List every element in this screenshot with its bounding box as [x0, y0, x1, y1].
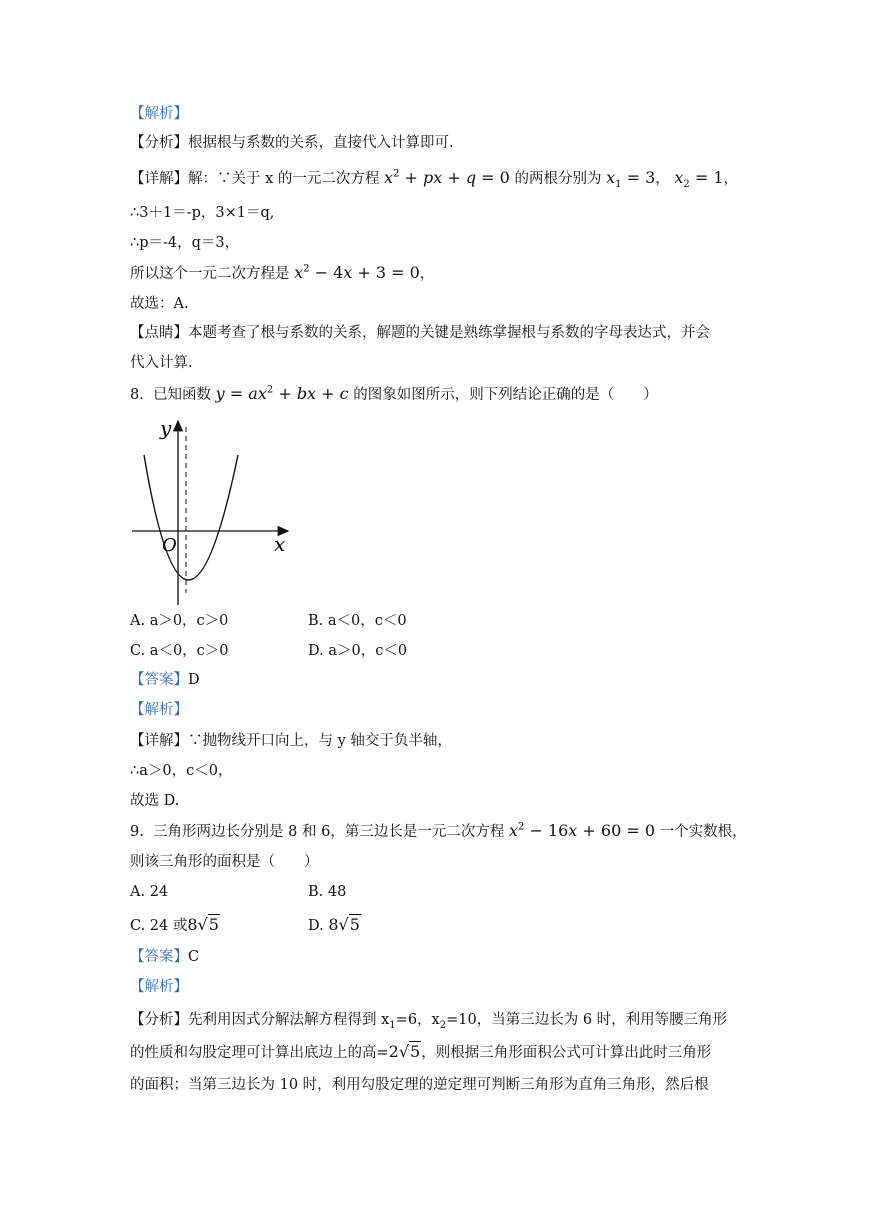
q9-option-a: A. 24	[130, 884, 169, 900]
q9-analysis-3: 的面积；当第三边长为 10 时，利用勾股定理的逆定理可判断三角形为直角三角形，然后根	[130, 1077, 709, 1093]
root-x2: $x_2 = 1$	[674, 168, 724, 191]
detail-tag: 【详解】	[130, 171, 188, 187]
q8-option-d: D. a＞0，c＜0	[308, 643, 408, 659]
detail-text-a: 解：∵关于 x 的一元二次方程	[188, 171, 385, 187]
q9-analysis-2	[130, 1042, 711, 1063]
question-number: 9.	[130, 824, 144, 840]
q8-option-c: C. a＜0，c＞0	[130, 643, 229, 659]
detail-text-b: 的两根分别为	[509, 171, 607, 187]
subscript-2: 2	[439, 1019, 447, 1031]
detail-line	[130, 168, 738, 189]
step-line-2: ∴p＝-4，q＝3，	[130, 235, 240, 251]
choice-line: 故选：A.	[130, 296, 189, 312]
answer-value: D	[188, 672, 200, 688]
q9-option-b: B. 48	[308, 884, 347, 900]
analysis-text-e: ，则根据三角形面积公式可计算出此时三角形	[421, 1045, 712, 1061]
equation-general: $x^2$ + px + q = 0	[384, 168, 510, 187]
q9-option-d	[308, 915, 361, 936]
q8-answer	[130, 670, 200, 690]
analysis-text-c: =10，当第三边长为 6 时，利用等腰三角形	[446, 1012, 728, 1028]
detail-text-c: ，	[655, 171, 670, 187]
option-c-radical: 8√5	[187, 915, 219, 934]
height-radical: 2√5	[388, 1042, 421, 1061]
answer-tag: 【答案】	[130, 672, 188, 688]
detail-text-d: ，	[723, 171, 739, 187]
option-c-text: C. 24 或	[130, 918, 188, 934]
question-text-b: 一个实数根，	[655, 824, 747, 840]
q8-choice: 故选 D.	[130, 793, 180, 809]
remark-tag: 【点睛】	[130, 325, 188, 341]
detail-text: ∵抛物线开口向上，与 y 轴交于负半轴，	[188, 733, 452, 749]
analysis-text-b: =6，x	[395, 1012, 440, 1028]
remark-line	[130, 323, 710, 343]
x-axis-label: x	[274, 532, 286, 556]
option-d-text: D.	[308, 918, 329, 934]
root-x1: $x_1 = 3$	[606, 168, 656, 191]
option-d-radical: 8√5	[328, 915, 360, 934]
answer-value: C	[188, 949, 200, 965]
question-text-a: 三角形两边长分别是 8 和 6，第三边长是一元二次方程	[153, 824, 509, 840]
analysis-tag: 【分析】	[130, 1012, 188, 1028]
conclusion-line	[130, 263, 434, 284]
q8-option-a: A. a＞0，c＞0	[130, 613, 229, 629]
function-equation: $y = ax^2$ + bx + c	[215, 384, 349, 403]
q9-option-c	[130, 915, 220, 936]
analysis-line	[130, 133, 454, 153]
step-line-1: ∴3＋1＝-p，3×1＝q,	[130, 205, 275, 221]
question-number: 8.	[130, 387, 144, 403]
origin-label: O	[162, 535, 177, 556]
q9-analysis	[130, 1010, 727, 1030]
analysis-text-a: 先利用因式分解法解方程得到 x	[188, 1012, 390, 1028]
analysis-tag: 【分析】	[130, 135, 188, 151]
q8-step: ∴a＞0，c＜0，	[130, 763, 233, 779]
analysis-text: 根据根与系数的关系，直接代入计算即可.	[188, 135, 454, 151]
equation-result: $x^2 - 4x + 3 = 0$	[294, 263, 420, 282]
answer-tag: 【答案】	[130, 949, 188, 965]
parabola-graph	[128, 415, 298, 610]
detail-tag: 【详解】	[130, 733, 188, 749]
remark-text: 本题考查了根与系数的关系，解题的关键是熟练掌握根与系数的字母表达式，并会	[188, 325, 710, 341]
quadratic-equation: $x^2 - 16x + 60 = 0$	[508, 821, 656, 840]
question-text-b: 的图象如图所示，则下列结论正确的是（ ）	[348, 387, 658, 403]
question-text-a: 已知函数	[153, 387, 216, 403]
q9-answer	[130, 947, 199, 967]
question-8	[130, 384, 658, 405]
q8-jiexi-heading: 【解析】	[130, 702, 188, 718]
jiexi-heading: 【解析】	[130, 106, 188, 122]
remark-line-2: 代入计算.	[130, 355, 193, 371]
y-axis-label: y	[160, 416, 172, 440]
parabola-curve	[144, 455, 238, 580]
q8-detail	[130, 731, 452, 751]
question-9	[130, 821, 747, 842]
conclusion-text: 所以这个一元二次方程是	[130, 266, 295, 282]
conclusion-tail: ，	[419, 266, 435, 282]
q8-option-b: B. a＜0，c＜0	[308, 613, 407, 629]
subscript-1: 1	[389, 1019, 396, 1031]
analysis-text-d: 的性质和勾股定理可计算出底边上的高=	[130, 1045, 389, 1061]
question-9-line-2: 则该三角形的面积是（ ）	[130, 854, 319, 870]
q9-jiexi-heading: 【解析】	[130, 979, 188, 995]
